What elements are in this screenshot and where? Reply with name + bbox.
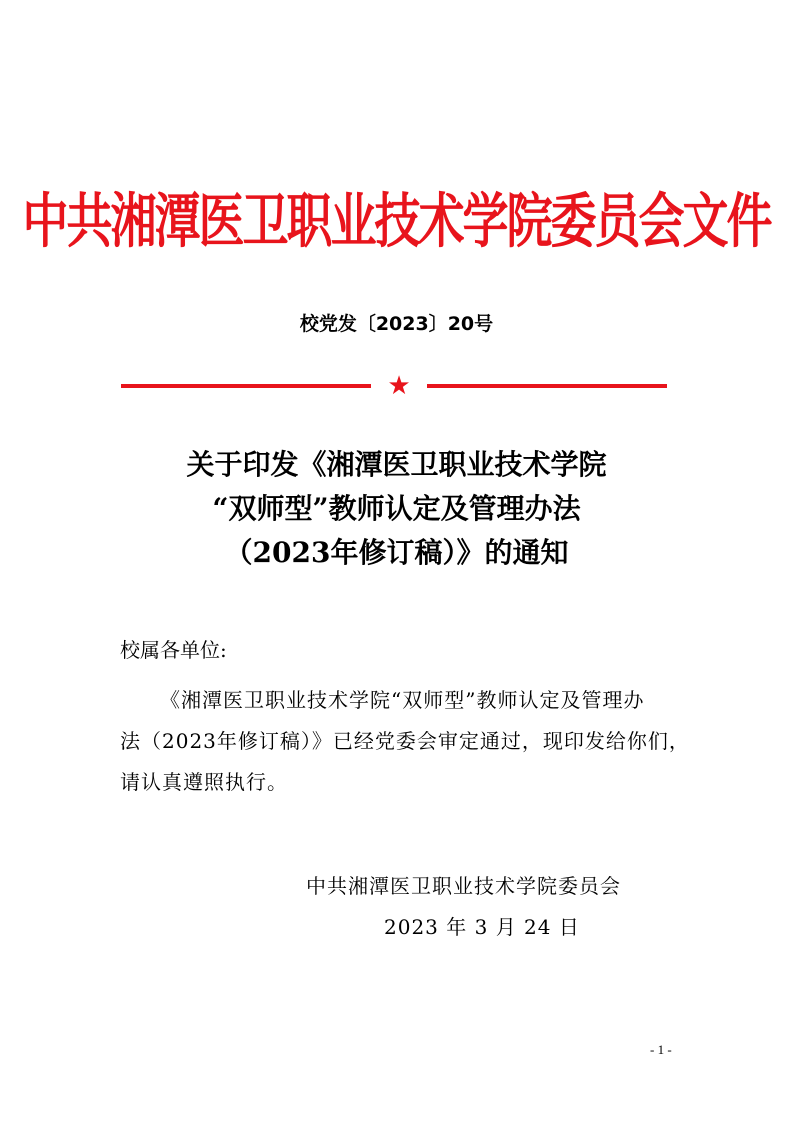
red-separator-right — [427, 384, 667, 388]
body-line: 《湘潭医卫职业技术学院“双师型”教师认定及管理办 — [160, 688, 645, 712]
page-number: - 1 - — [650, 1042, 672, 1057]
body-line: 法（2023年修订稿）》已经党委会审定通过，现印发给你们， — [120, 729, 690, 753]
notice-title — [0, 443, 793, 575]
star-icon: ★ — [387, 371, 411, 401]
title-line: 关于印发《湘潭医卫职业技术学院 — [186, 448, 607, 481]
body-line: 请认真遵照执行。 — [120, 770, 288, 794]
salutation: 校属各单位: — [120, 638, 227, 662]
signature-date: 2023 年 3 月 24 日 — [384, 915, 580, 939]
title-line: “双师型”教师认定及管理办法 — [212, 492, 581, 525]
red-separator-left — [121, 384, 371, 388]
body-paragraph — [120, 680, 690, 803]
issuer-red-header: 中共湘潭医卫职业技术学院委员会文件 — [22, 186, 771, 256]
signature-organization: 中共湘潭医卫职业技术学院委员会 — [306, 874, 621, 898]
title-line: （2023年修订稿）》的通知 — [224, 536, 569, 569]
document-number: 校党发〔2023〕20号 — [299, 313, 494, 335]
